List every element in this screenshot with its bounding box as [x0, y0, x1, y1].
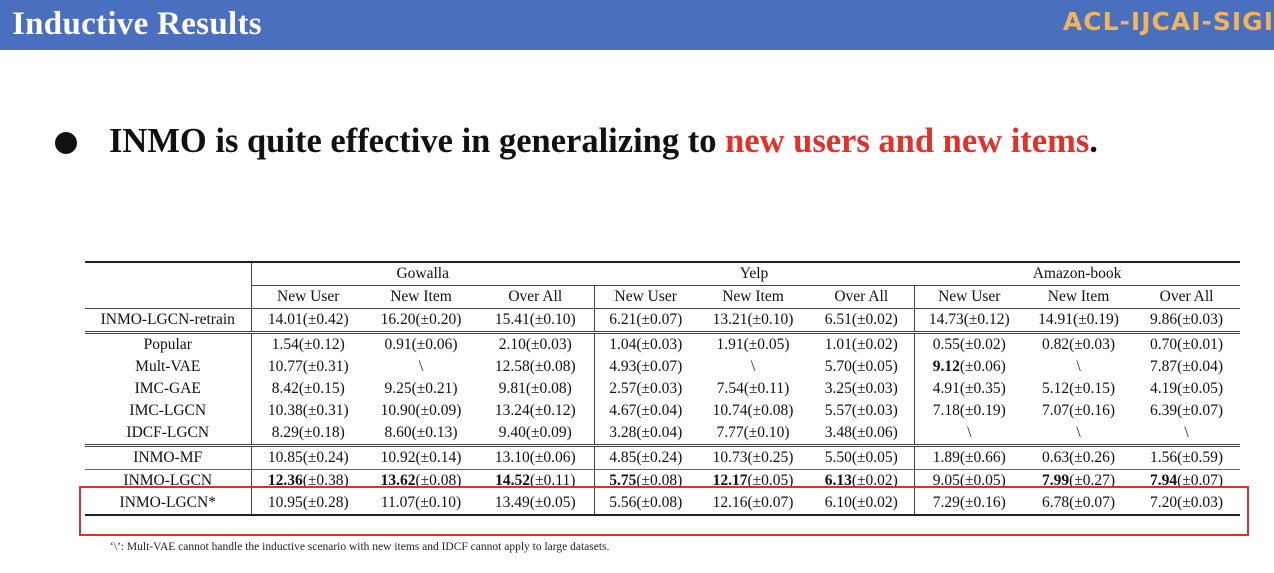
result-cell [697, 378, 809, 400]
result-std: (±0.31) [302, 402, 349, 419]
result-cell [594, 309, 697, 333]
result-cell [697, 309, 809, 333]
result-cell [914, 356, 1024, 378]
result-cell [809, 378, 914, 400]
result-value: 2.10 [498, 336, 526, 353]
bullet-icon [55, 132, 77, 154]
model-name: INMO-LGCN-retrain [85, 309, 251, 333]
result-value: 4.85 [609, 449, 637, 466]
result-cell [809, 446, 914, 470]
result-std: (±0.15) [298, 380, 345, 397]
result-value: 13.24 [494, 402, 530, 419]
result-std: (±0.07) [1177, 402, 1224, 419]
result-value: 7.20 [1150, 494, 1178, 511]
result-std: (±0.03) [851, 402, 898, 419]
result-value: \ [1184, 424, 1189, 441]
result-value: 7.87 [1150, 358, 1178, 375]
metric-header: Over All [477, 286, 594, 309]
result-cell [1024, 422, 1133, 446]
model-name: IMC-LGCN [129, 402, 207, 419]
result-value: 9.40 [498, 424, 526, 441]
result-std: (±0.07) [636, 358, 683, 375]
result-value: 7.07 [1041, 402, 1070, 419]
result-cell [1133, 356, 1240, 378]
result-value: 9.12 [932, 358, 960, 375]
result-value: 0.55 [932, 336, 960, 353]
headline-highlight: new users and new items [725, 122, 1090, 160]
model-name: INMO-MF [85, 446, 251, 470]
result-cell [1133, 422, 1240, 446]
table-row [85, 333, 1240, 357]
result-cell [914, 422, 1024, 446]
result-cell [365, 378, 477, 400]
result-std: (±0.05) [959, 472, 1006, 489]
result-std: (±0.09) [415, 402, 462, 419]
result-std: (±0.11) [743, 380, 790, 397]
result-std: (±0.16) [959, 494, 1006, 511]
table-row [85, 309, 1240, 333]
result-value: \ [750, 358, 756, 375]
result-value: 6.78 [1041, 494, 1070, 511]
result-std: (±0.03) [1069, 336, 1116, 353]
result-std: (±0.21) [411, 380, 458, 397]
result-value: 10.85 [267, 449, 303, 466]
table-body [85, 309, 1240, 516]
result-std: (±0.03) [1177, 494, 1224, 511]
result-cell [1024, 446, 1133, 470]
result-cell [365, 400, 477, 422]
result-std: (±0.06) [959, 358, 1006, 375]
metric-header: New Item [365, 286, 477, 309]
result-std: (±0.19) [1072, 311, 1119, 328]
result-value: 10.92 [380, 449, 416, 466]
result-cell [365, 356, 477, 378]
result-value: 14.52 [495, 472, 530, 489]
result-value: 7.77 [716, 424, 744, 441]
result-std: (±0.05) [851, 358, 898, 375]
result-std: (±0.27) [1069, 472, 1116, 489]
result-value: 7.99 [1041, 472, 1070, 489]
table-row [85, 378, 1240, 400]
table-row [85, 446, 1240, 470]
result-std: (±0.10) [415, 494, 462, 511]
result-value: 10.95 [267, 494, 303, 511]
result-std: (±0.05) [743, 336, 790, 353]
result-value: 5.57 [824, 402, 852, 419]
result-std: (±0.08) [747, 402, 794, 419]
result-cell [809, 422, 914, 446]
result-value: 7.18 [932, 402, 960, 419]
table-row [85, 422, 1240, 446]
result-std: (±0.42) [302, 311, 349, 328]
result-std: (±0.06) [411, 336, 458, 353]
result-value: 6.13 [824, 472, 852, 489]
result-value: 10.77 [267, 358, 303, 375]
result-std: (±0.06) [851, 424, 898, 441]
result-value: \ [418, 358, 424, 375]
result-std: (±0.07) [636, 311, 683, 328]
result-std: (±0.08) [525, 380, 572, 397]
result-value: 14.01 [267, 311, 303, 328]
result-value: 6.10 [824, 494, 852, 511]
metric-header: New Item [697, 286, 809, 309]
result-cell [1024, 400, 1133, 422]
result-value: 6.39 [1150, 402, 1178, 419]
result-std: (±0.18) [298, 424, 345, 441]
result-std: (±0.14) [415, 449, 462, 466]
result-cell [914, 400, 1024, 422]
result-cell [809, 309, 914, 333]
result-cell [251, 356, 365, 378]
table-row [85, 400, 1240, 422]
result-std: (±0.04) [1177, 358, 1224, 375]
result-cell [809, 356, 914, 378]
header-blank [85, 262, 251, 286]
dataset-header-yelp: Yelp [739, 265, 769, 282]
metric-header: New User [251, 286, 365, 309]
result-std: (±0.07) [1177, 472, 1224, 489]
result-cell [1133, 378, 1240, 400]
result-value: 7.54 [716, 380, 744, 397]
result-value: 15.41 [494, 311, 530, 328]
result-std: (±0.09) [525, 424, 572, 441]
result-value: 4.19 [1150, 380, 1178, 397]
result-std: (±0.38) [302, 472, 349, 489]
slide-title: Inductive Results [12, 6, 262, 42]
result-cell [1024, 333, 1133, 357]
result-cell [477, 309, 594, 333]
model-name: Mult-VAE [135, 358, 201, 375]
table-row [85, 356, 1240, 378]
result-cell [1133, 400, 1240, 422]
result-cell [914, 309, 1024, 333]
result-value: 6.21 [609, 311, 637, 328]
results-table [85, 261, 1240, 516]
result-std: (±0.03) [1177, 311, 1224, 328]
headline [109, 122, 1098, 161]
footnote: ‘\’: Mult-VAE cannot handle the inductive scenario with new items and IDCF cannot apply to large datasets. [110, 541, 610, 553]
result-value: \ [1076, 424, 1081, 441]
metric-header-row [85, 286, 1240, 309]
result-std: (±0.25) [747, 449, 794, 466]
result-cell [914, 378, 1024, 400]
result-value: 0.82 [1041, 336, 1070, 353]
result-std: (±0.03) [525, 336, 572, 353]
result-std: (±0.10) [743, 424, 790, 441]
result-std: (±0.24) [636, 449, 683, 466]
result-std: (±0.05) [851, 449, 898, 466]
result-value: \ [1076, 358, 1081, 375]
result-std: (±0.03) [636, 336, 683, 353]
result-cell [251, 422, 365, 446]
result-cell [809, 400, 914, 422]
result-std: (±0.05) [529, 494, 576, 511]
result-value: 16.20 [380, 311, 416, 328]
result-value: 13.10 [494, 449, 530, 466]
result-cell [1133, 446, 1240, 470]
result-cell [477, 422, 594, 446]
result-cell [477, 400, 594, 422]
result-value: 1.56 [1150, 449, 1178, 466]
result-value: 9.86 [1150, 311, 1178, 328]
result-value: 5.12 [1041, 380, 1070, 397]
result-std: (±0.07) [1069, 494, 1116, 511]
title-bar [0, 0, 1274, 50]
result-value: 12.58 [494, 358, 530, 375]
result-value: 13.21 [712, 311, 748, 328]
result-value: 5.75 [609, 472, 637, 489]
result-value: 5.56 [609, 494, 637, 511]
result-std: (±0.10) [529, 311, 576, 328]
result-cell [1024, 356, 1133, 378]
metric-header: New User [914, 286, 1024, 309]
dataset-header-row [85, 262, 1240, 286]
result-std: (±0.04) [636, 424, 683, 441]
result-value: \ [967, 424, 972, 441]
dataset-header-gowalla: Gowalla [251, 262, 594, 286]
result-cell [365, 446, 477, 470]
result-cell [477, 378, 594, 400]
result-value: 0.63 [1041, 449, 1070, 466]
result-cell [1024, 309, 1133, 333]
result-cell [251, 333, 365, 357]
result-std: (±0.24) [302, 449, 349, 466]
result-value: 10.90 [380, 402, 416, 419]
result-value: 0.70 [1150, 336, 1178, 353]
result-std: (±0.02) [959, 336, 1006, 353]
result-value: 1.01 [824, 336, 852, 353]
result-std: (±0.02) [851, 472, 898, 489]
result-value: 12.17 [712, 472, 748, 489]
result-std: (±0.12) [298, 336, 345, 353]
result-value: 1.04 [609, 336, 637, 353]
result-std: (±0.08) [529, 358, 576, 375]
result-std: (±0.04) [636, 402, 683, 419]
result-std: (±0.08) [636, 494, 683, 511]
result-value: 1.54 [271, 336, 299, 353]
result-std: (±0.12) [963, 311, 1010, 328]
result-cell [697, 333, 809, 357]
result-std: (±0.03) [851, 380, 898, 397]
result-cell [365, 333, 477, 357]
result-value: 1.89 [932, 449, 960, 466]
result-cell [365, 309, 477, 333]
result-std: (±0.16) [1069, 402, 1116, 419]
result-cell [594, 356, 697, 378]
result-cell [594, 422, 697, 446]
result-std: (±0.02) [851, 494, 898, 511]
metric-header: New User [594, 286, 697, 309]
header-blank [85, 286, 251, 309]
result-value: 10.73 [712, 449, 748, 466]
result-std: (±0.01) [1177, 336, 1224, 353]
result-cell [251, 400, 365, 422]
result-value: 8.60 [384, 424, 412, 441]
result-value: 1.91 [716, 336, 744, 353]
result-value: 12.36 [267, 472, 303, 489]
result-value: 9.25 [384, 380, 412, 397]
highlight-box [79, 486, 1249, 536]
result-cell [914, 333, 1024, 357]
result-std: (±0.13) [411, 424, 458, 441]
result-std: (±0.19) [959, 402, 1006, 419]
result-cell [477, 446, 594, 470]
result-value: 9.81 [498, 380, 526, 397]
result-cell [1024, 378, 1133, 400]
result-cell [251, 378, 365, 400]
result-std: (±0.31) [302, 358, 349, 375]
result-value: 5.50 [824, 449, 852, 466]
result-std: (±0.05) [747, 472, 794, 489]
result-std: (±0.03) [636, 380, 683, 397]
dataset-header-amazon-book: Amazon-book [1032, 265, 1122, 282]
result-cell [809, 333, 914, 357]
result-value: 8.29 [271, 424, 299, 441]
result-std: (±0.28) [302, 494, 349, 511]
result-std: (±0.11) [529, 472, 576, 489]
result-cell [365, 422, 477, 446]
result-std: (±0.15) [1069, 380, 1116, 397]
result-cell [697, 356, 809, 378]
headline-main: INMO is quite effective in generalizing to [109, 122, 726, 160]
result-cell [697, 422, 809, 446]
metric-header: Over All [1133, 286, 1240, 309]
result-cell [251, 309, 365, 333]
result-std: (±0.20) [415, 311, 462, 328]
result-std: (±0.05) [1177, 380, 1224, 397]
result-value: 5.70 [824, 358, 852, 375]
result-value: 0.91 [384, 336, 412, 353]
result-value: 9.05 [932, 472, 960, 489]
model-name: INMO-LGCN [85, 470, 251, 493]
model-name: IDCF-LGCN [126, 424, 210, 441]
result-value: 4.67 [609, 402, 637, 419]
result-cell [477, 356, 594, 378]
result-std: (±0.02) [851, 336, 898, 353]
result-std: (±0.10) [747, 311, 794, 328]
result-value: 3.28 [609, 424, 637, 441]
result-cell [697, 446, 809, 470]
result-value: 8.42 [271, 380, 299, 397]
conference-logo: ACL-IJCAI-SIGI [1062, 7, 1274, 36]
result-std: (±0.02) [851, 311, 898, 328]
result-std: (±0.08) [636, 472, 683, 489]
result-cell [477, 333, 594, 357]
metric-header: Over All [809, 286, 914, 309]
result-value: 10.74 [712, 402, 748, 419]
result-cell [914, 446, 1024, 470]
result-cell [594, 333, 697, 357]
result-cell [594, 378, 697, 400]
result-std: (±0.07) [747, 494, 794, 511]
result-value: 11.07 [380, 494, 416, 511]
result-value: 12.16 [712, 494, 748, 511]
result-value: 4.93 [609, 358, 637, 375]
result-cell [1133, 309, 1240, 333]
result-value: 14.73 [928, 311, 964, 328]
result-std: (±0.35) [959, 380, 1006, 397]
result-cell [251, 446, 365, 470]
result-value: 4.91 [932, 380, 960, 397]
result-value: 13.62 [380, 472, 416, 489]
result-std: (±0.12) [529, 402, 576, 419]
result-std: (±0.59) [1177, 449, 1224, 466]
result-value: 2.57 [609, 380, 637, 397]
result-std: (±0.08) [415, 472, 462, 489]
result-std: (±0.06) [529, 449, 576, 466]
result-cell [697, 400, 809, 422]
model-name: IMC-GAE [134, 380, 201, 397]
headline-end: . [1089, 122, 1098, 160]
result-value: 6.51 [824, 311, 852, 328]
result-value: 7.94 [1150, 472, 1178, 489]
model-name: Popular [85, 333, 251, 357]
metric-header: New Item [1024, 286, 1133, 309]
result-value: 13.49 [494, 494, 530, 511]
result-cell [594, 446, 697, 470]
result-value: 14.91 [1038, 311, 1073, 328]
result-cell [594, 400, 697, 422]
result-value: 10.38 [267, 402, 303, 419]
model-name: INMO-LGCN* [85, 492, 251, 515]
result-value: 7.29 [932, 494, 960, 511]
result-std: (±0.26) [1069, 449, 1116, 466]
result-std: (±0.66) [959, 449, 1006, 466]
result-value: 3.48 [824, 424, 852, 441]
result-value: 3.25 [824, 380, 852, 397]
result-cell [1133, 333, 1240, 357]
